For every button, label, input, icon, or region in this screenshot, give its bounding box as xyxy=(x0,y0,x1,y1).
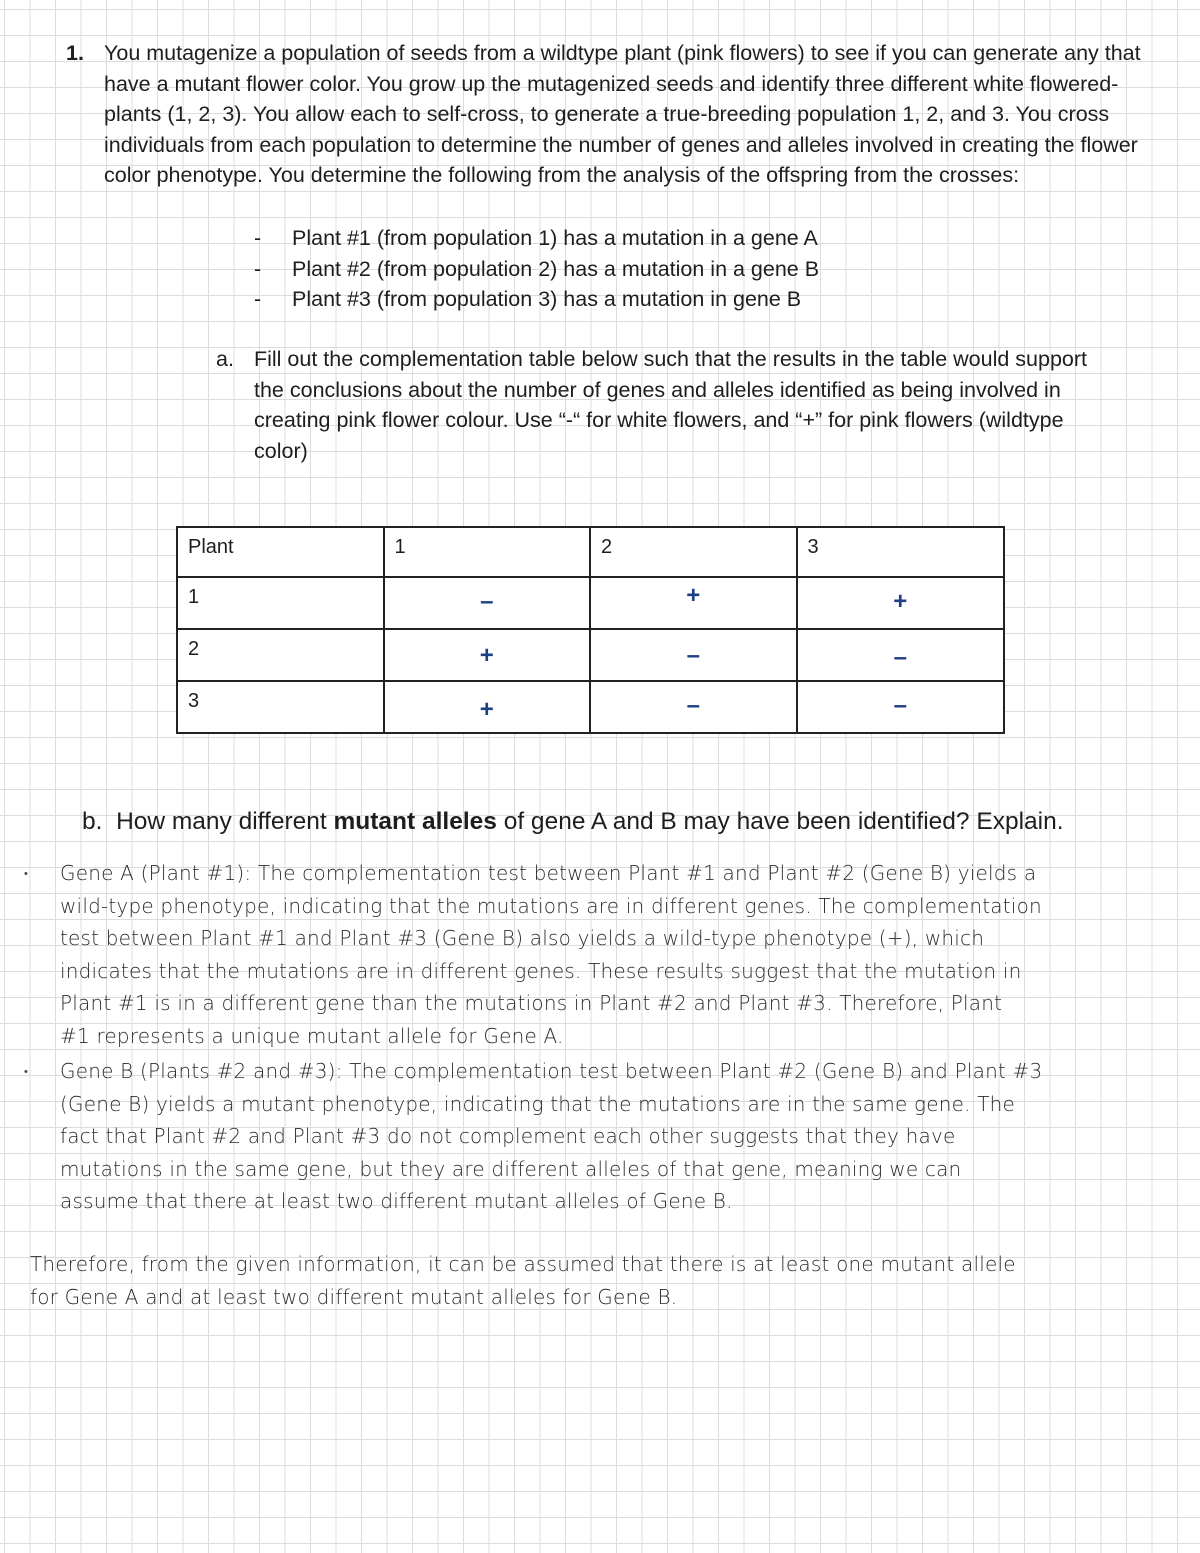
table-cell[interactable] xyxy=(384,681,591,733)
cell-mark: + xyxy=(893,588,908,615)
complementation-table xyxy=(176,526,1005,734)
table-cell[interactable] xyxy=(797,577,1005,629)
question-number: 1. xyxy=(66,41,84,65)
answer-conclusion[interactable] xyxy=(30,1248,1190,1313)
list-item-text: Plant #2 (from population 2) has a mutation in a gene B xyxy=(292,256,820,281)
list-dash: - xyxy=(254,226,262,250)
question-text: You mutagenize a population of seeds from a wildtype plant (pink flowers) to see if you can generate any that have a mutant flower color. You grow up the mutagenized seeds and identify three different white flowered-plants (1, 2, 3). You allow each to self-cross, to generate a true-breeding population 1, 2, and 3. You cross individuals from each population to determine the number of genes and alleles involved in creating the flower color phenotype. You determine the following from the analysis of the offspring from the crosses: xyxy=(104,41,1141,188)
table-cell[interactable] xyxy=(797,681,1005,733)
row-label-cell: 3 xyxy=(177,681,384,733)
answer-line: fact that Plant #2 and Plant #3 do not complement each other suggests that they have xyxy=(60,1124,956,1149)
cell-mark: + xyxy=(686,582,701,609)
table-header-cell: 1 xyxy=(384,527,591,577)
answer-line: test between Plant #1 and Plant #3 (Gene B) also yields a wild-type phenotype (+), which xyxy=(60,926,985,951)
answer-gene-b[interactable] xyxy=(60,1055,1185,1218)
answer-line: assume that there at least two different mutant alleles of Gene B. xyxy=(60,1189,733,1214)
row-label-cell: 2 xyxy=(177,629,384,681)
table-cell[interactable] xyxy=(797,629,1005,681)
cell-mark: + xyxy=(479,642,494,669)
table-header-row xyxy=(177,527,1004,577)
table-cell[interactable] xyxy=(590,629,797,681)
table-header-cell: 2 xyxy=(590,527,797,577)
answer-line: #1 represents a unique mutant allele for Gene A. xyxy=(60,1023,564,1048)
answer-line: for Gene A and at least two different mutant alleles for Gene B. xyxy=(30,1284,678,1309)
table-header-cell: 3 xyxy=(797,527,1005,577)
table-row xyxy=(177,681,1004,733)
answer-line: Gene B (Plants #2 and #3): The complementation test between Plant #2 (Gene B) and Plant #3 xyxy=(60,1059,1043,1083)
answer-line: Gene A (Plant #1): The complementation test between Plant #1 and Plant #2 (Gene B) yields a xyxy=(60,861,1037,885)
answer-line: (Gene B) yields a mutant phenotype, indicating that the mutations are in the same gene. The xyxy=(60,1091,1016,1116)
answer-gene-a[interactable] xyxy=(60,857,1185,1053)
cell-mark: – xyxy=(893,644,907,671)
table-header-cell: Plant xyxy=(177,527,384,577)
mutation-list xyxy=(254,223,819,315)
list-dash: - xyxy=(254,287,262,312)
cell-mark: + xyxy=(479,696,494,723)
table-cell[interactable] xyxy=(384,629,591,681)
part-b-label: b. xyxy=(82,808,103,835)
question-1 xyxy=(66,38,1146,191)
part-a xyxy=(216,344,1096,466)
cell-mark: – xyxy=(686,642,700,669)
table-cell[interactable] xyxy=(384,577,591,629)
list-item xyxy=(254,223,819,254)
row-label-cell: 1 xyxy=(177,577,384,629)
answer-line: wild-type phenotype, indicating that the mutations are in different genes. The complementation xyxy=(60,893,1042,918)
list-item-text: Plant #1 (from population 1) has a mutation in a gene A xyxy=(292,226,818,250)
cell-mark: – xyxy=(686,692,700,719)
list-item xyxy=(254,254,819,285)
table-row xyxy=(177,629,1004,681)
list-item xyxy=(254,284,819,315)
answer-line: Plant #1 is in a different gene than the mutations in Plant #2 and Plant #3. Therefore, Plant xyxy=(60,991,1003,1016)
bullet-dot-icon: • xyxy=(24,1066,28,1078)
table-cell[interactable] xyxy=(590,577,797,629)
cell-mark: – xyxy=(480,588,494,615)
part-a-label: a. xyxy=(216,347,234,371)
answer-line: indicates that the mutations are in different genes. These results suggest that the mutation in xyxy=(60,958,1022,983)
part-b-text-pre: How many different xyxy=(116,808,334,835)
answer-line: Therefore, from the given information, it can be assumed that there is at least one mutant allele xyxy=(30,1252,1016,1276)
list-item-text: Plant #3 (from population 3) has a mutation in gene B xyxy=(292,287,802,312)
part-a-text: Fill out the complementation table below such that the results in the table would support the conclusions about the number of genes and alleles identified as being involved in creating pink flower colour. Use “-“ for white flowers, and “+” for pink flowers (wildtype color) xyxy=(254,347,1088,463)
part-b-bold: mutant alleles xyxy=(333,808,497,835)
list-dash: - xyxy=(254,256,262,281)
table-cell[interactable] xyxy=(590,681,797,733)
answer-line: mutations in the same gene, but they are different alleles of that gene, meaning we can xyxy=(60,1156,962,1181)
bullet-dot-icon: • xyxy=(24,868,28,880)
part-b-question xyxy=(82,806,1182,838)
part-b-text-post: of gene A and B may have been identified? Explain. xyxy=(496,808,1064,835)
table-row xyxy=(177,577,1004,629)
cell-mark: – xyxy=(893,692,907,719)
